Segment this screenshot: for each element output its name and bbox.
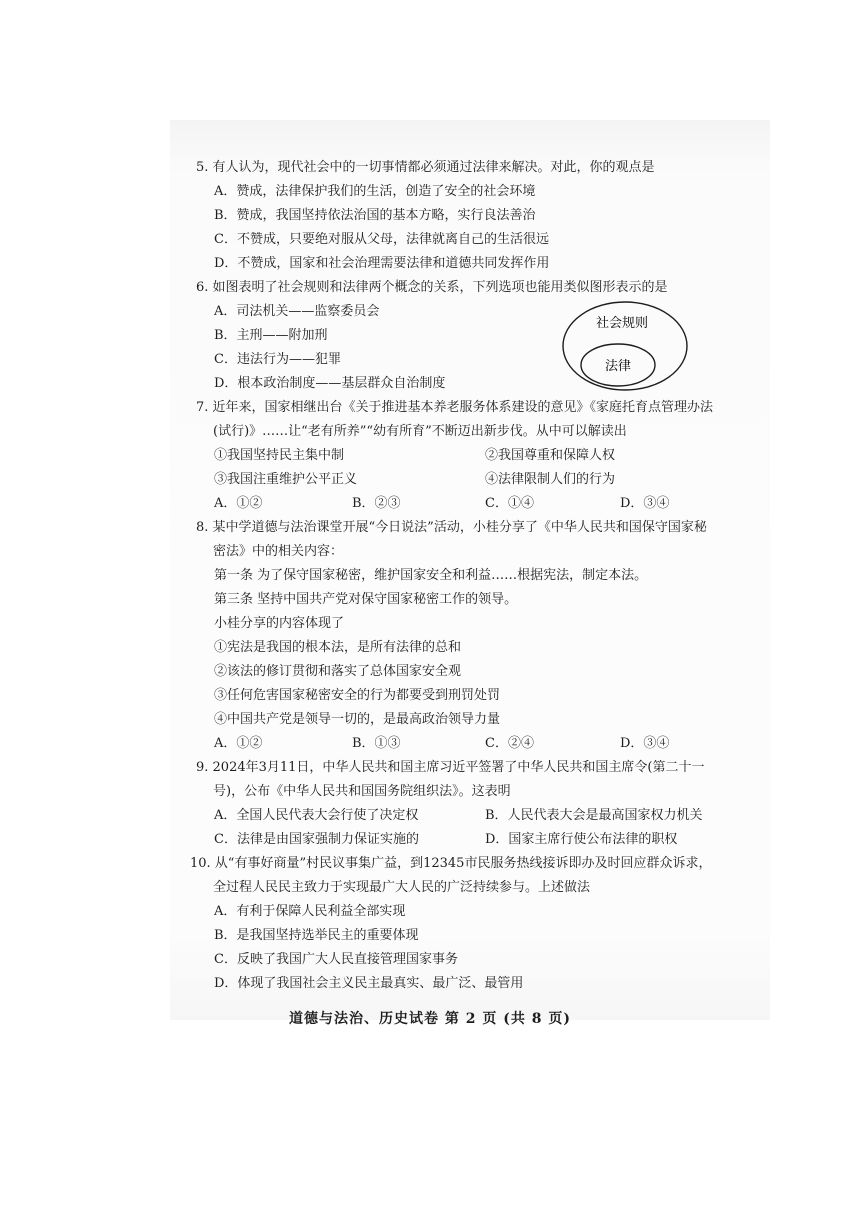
page-footer: 道德与法治、历史试卷 第 2 页 (共 8 页)	[289, 1011, 571, 1027]
q6-option-c: C．违法行为——犯罪	[214, 352, 341, 367]
q9-stem: 9. 2024年3月11日，中华人民共和国主席习近平签署了中华人民共和国主席令(第二十一	[196, 760, 705, 775]
q10-option-a: A．有利于保障人民利益全部实现	[214, 904, 406, 919]
q7-option-c: C．①④	[485, 496, 534, 511]
q9-stem-continued: 号)，公布《中华人民共和国国务院组织法》。这表明	[213, 784, 511, 799]
inner-label: 法律	[604, 359, 632, 374]
q8-statement-4: ④中国共产党是领导一切的，是最高政治领导力量	[214, 712, 501, 727]
q7-stem-continued: (试行)》……让“老有所养”“幼有所育”不断迈出新步伐。从中可以解读出	[213, 424, 627, 439]
q10-stem-continued: 全过程人民民主致力于实现最广大人民的广泛持续参与。上述做法	[213, 880, 591, 895]
q7-stem: 7. 近年来，国家相继出台《关于推进基本养老服务体系建设的意见》《家庭托育点管理办法	[196, 400, 714, 415]
q7-option-a: A．①②	[214, 496, 263, 511]
q8-lead: 小桂分享的内容体现了	[214, 616, 345, 631]
q6-stem: 6. 如图表明了社会规则和法律两个概念的关系，下列选项也能用类似图形表示的是	[196, 280, 668, 295]
q5-option-c: C．不赞成，只要绝对服从父母，法律就离自己的生活很远	[214, 232, 549, 247]
q6-option-a: A．司法机关——监察委员会	[214, 304, 380, 319]
q7-statement-4: ④法律限制人们的行为	[485, 472, 616, 487]
q7-statement-2: ②我国尊重和保障人权	[485, 448, 616, 463]
q8-statement-2: ②该法的修订贯彻和落实了总体国家安全观	[214, 664, 462, 679]
q8-option-a: A．①②	[214, 736, 263, 751]
q8-statement-3: ③任何危害国家秘密安全的行为都要受到刑罚处罚	[214, 688, 501, 703]
q8-article-3: 第三条 坚持中国共产党对保守国家秘密工作的领导。	[214, 592, 518, 607]
q9-option-c: C．法律是由国家强制力保证实施的	[214, 832, 419, 847]
q7-option-d: D．③④	[620, 496, 670, 511]
q10-option-c: C．反映了我国广大人民直接管理国家事务	[214, 952, 458, 967]
q10-option-b: B．是我国坚持选举民主的重要体现	[214, 928, 419, 943]
q8-option-d: D．③④	[620, 736, 670, 751]
q7-option-b: B．②③	[352, 496, 401, 511]
q5-option-d: D．不赞成，国家和社会治理需要法律和道德共同发挥作用	[214, 256, 550, 271]
q7-statement-1: ①我国坚持民主集中制	[214, 448, 345, 463]
q7-statement-3: ③我国注重维护公平正义	[214, 472, 358, 487]
q9-option-a: A．全国人民代表大会行使了决定权	[214, 808, 419, 823]
q6-option-b: B．主刑——附加刑	[214, 328, 328, 343]
q8-option-c: C．②④	[485, 736, 534, 751]
outer-label: 社会规则	[595, 316, 649, 331]
q5-stem: 5. 有人认为，现代社会中的一切事情都必须通过法律来解决。对此，你的观点是	[196, 160, 655, 175]
q8-stem-continued: 密法》中的相关内容：	[213, 544, 344, 559]
q8-statement-1: ①宪法是我国的根本法，是所有法律的总和	[214, 640, 462, 655]
q8-article-1: 第一条 为了保守国家秘密，维护国家安全和利益……根据宪法，制定本法。	[214, 568, 648, 583]
concept-relationship-diagram	[560, 300, 690, 392]
q5-option-b: B．赞成，我国坚持依法治国的基本方略，实行良法善治	[214, 208, 536, 223]
q8-stem: 8. 某中学道德与法治课堂开展“今日说法”活动，小桂分享了《中华人民共和国保守国家秘	[196, 520, 707, 535]
q6-option-d: D．根本政治制度——基层群众自治制度	[214, 376, 446, 391]
q10-stem: 10. 从“有事好商量”村民议事集广益，到12345市民服务热线接诉即办及时回应群众诉求，	[190, 856, 712, 871]
q10-option-d: D．体现了我国社会主义民主最真实、最广泛、最管用	[214, 976, 524, 991]
q9-option-d: D．国家主席行使公布法律的职权	[485, 832, 678, 847]
q5-option-a: A．赞成，法律保护我们的生活，创造了安全的社会环境	[214, 184, 536, 199]
q9-option-b: B．人民代表大会是最高国家权力机关	[485, 808, 703, 823]
q8-option-b: B．①③	[352, 736, 401, 751]
